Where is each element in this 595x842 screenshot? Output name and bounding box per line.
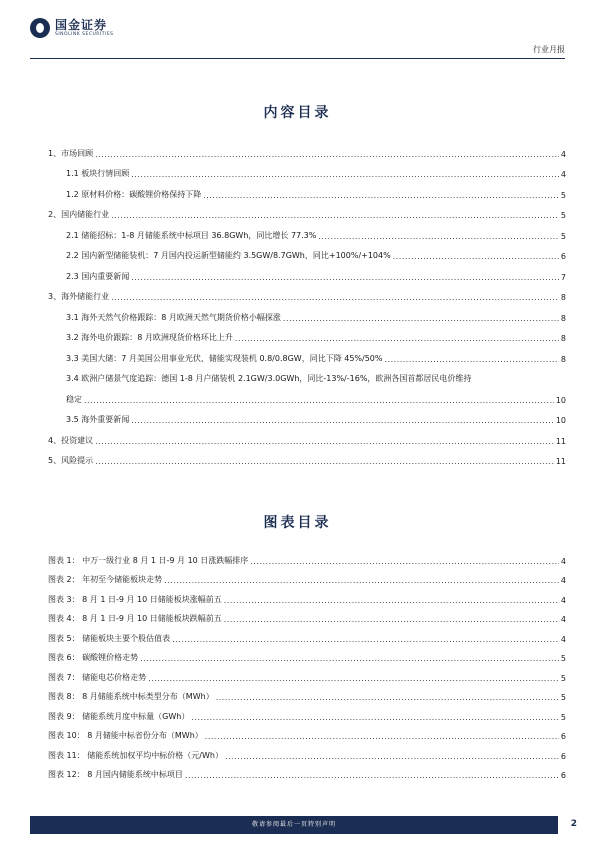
figure-entry-title: 图表 6： 碳酸锂价格走势	[48, 653, 139, 662]
toc-dot-leader	[283, 314, 559, 323]
logo-icon	[30, 18, 50, 38]
figure-entry[interactable]	[48, 761, 568, 781]
toc-entry[interactable]	[48, 241, 568, 262]
toc-entry-title: 4、投资建议	[48, 435, 94, 445]
figures-title: 图表目录	[263, 515, 332, 531]
toc-entry-page: 11	[555, 436, 566, 446]
toc-entry-title: 3.4 欧洲户储景气度追踪：德国 1-8 月户储装机 2.1GW/3.0GWh，同比-13%/-16%，欧洲各国首都居民电价维持	[66, 374, 472, 383]
toc-entry[interactable]	[48, 159, 568, 180]
figure-entry-page: 4	[560, 595, 566, 605]
figure-dot-leader	[224, 596, 559, 605]
toc-entry-title: 稳定	[66, 394, 82, 404]
figure-dot-leader	[216, 693, 559, 702]
figure-dot-leader	[225, 752, 559, 761]
figure-dot-leader	[205, 732, 559, 741]
toc-entry[interactable]	[48, 282, 568, 303]
figures-list	[48, 546, 568, 780]
figure-entry-title: 图表 1： 中万一级行业 8 月 1 日-9 月 10 日涨跌幅排序	[48, 555, 249, 565]
toc-entry-title: 1.1 板块行情回顾	[66, 169, 130, 178]
figure-entry-page: 5	[560, 712, 566, 722]
contents-title: 内容目录	[263, 105, 332, 121]
toc-entry-title: 3、海外储能行业	[48, 292, 110, 301]
toc-dot-leader	[131, 170, 559, 179]
toc-entry[interactable]	[48, 138, 568, 159]
toc-entry-title: 1、市场回顾	[48, 148, 94, 158]
toc-entry-title: 2、国内储能行业	[48, 210, 110, 219]
toc-entry[interactable]	[48, 384, 568, 405]
toc-entry-page: 4	[560, 170, 566, 179]
toc-entry[interactable]	[48, 364, 568, 385]
figure-dot-leader	[185, 771, 559, 780]
figure-entry[interactable]	[48, 644, 568, 664]
figure-entry[interactable]	[48, 741, 568, 761]
toc-entry[interactable]	[48, 220, 568, 241]
figure-entry[interactable]	[48, 702, 568, 722]
toc-dot-leader	[95, 457, 554, 466]
figure-entry-page: 4	[560, 615, 566, 624]
figure-entry-page: 6	[560, 751, 566, 761]
figure-entry-title: 图表 4： 8 月 1 日-9 月 10 日储能板块跌幅前五	[48, 614, 222, 623]
toc-entry-page: 8	[560, 334, 566, 343]
toc-entry[interactable]	[48, 179, 568, 200]
figure-dot-leader	[191, 713, 559, 722]
report-type-label: 行业月报	[533, 45, 565, 54]
figure-entry-page: 4	[560, 556, 566, 566]
figure-entry[interactable]	[48, 722, 568, 742]
figure-entry[interactable]	[48, 624, 568, 644]
toc-dot-leader	[203, 191, 559, 200]
figure-dot-leader	[148, 674, 559, 683]
toc-entry[interactable]	[48, 261, 568, 282]
figure-dot-leader	[224, 615, 559, 624]
toc-entry-page: 8	[560, 293, 566, 302]
toc-dot-leader	[131, 273, 559, 282]
toc-entry-page: 11	[555, 457, 566, 466]
figure-entry[interactable]	[48, 585, 568, 605]
figure-entry-title: 图表 8： 8 月储能系统中标类型分布（MWh）	[48, 692, 214, 701]
toc-entry-page: 5	[560, 190, 566, 200]
toc-dot-leader	[111, 293, 559, 302]
toc-dot-leader	[84, 396, 554, 405]
toc-entry-page: 8	[560, 313, 566, 323]
figure-entry-title: 图表 5： 储能板块主要个股估值表	[48, 633, 171, 643]
company-logo	[30, 18, 114, 38]
toc-entry-title: 5、风险提示	[48, 456, 94, 465]
figure-entry-page: 5	[560, 693, 566, 702]
toc-entry-title: 2.1 储能招标：1-8 月储能系统中标项目 36.8GWh，同比增长 77.3%	[66, 230, 317, 240]
toc-entry-title: 3.2 海外电价跟踪：8 月欧洲现货价格环比上升	[66, 333, 233, 342]
toc-entry-title: 2.3 国内重要新闻	[66, 271, 130, 281]
figure-entry-page: 5	[560, 654, 566, 663]
toc-dot-leader	[111, 211, 559, 220]
figure-entry-title: 图表 12： 8 月国内储能系统中标项目	[48, 770, 183, 779]
figure-dot-leader	[172, 635, 559, 644]
figure-dot-leader	[164, 576, 559, 585]
toc-entry-title: 2.2 国内新型储能装机：7 月国内投运新型储能约 3.5GW/8.7GWh，同比+100%/+104%	[66, 251, 391, 260]
toc-dot-leader	[131, 416, 554, 425]
toc-entry-title: 3.5 海外重要新闻	[66, 415, 130, 424]
disclaimer-bar: 敬请参阅最后一页特别声明	[30, 816, 558, 834]
toc-entry[interactable]	[48, 302, 568, 323]
figure-entry[interactable]	[48, 605, 568, 625]
toc-entry-page: 5	[560, 231, 566, 241]
toc-entry-title: 3.3 美国大储：7 月美国公用事业光伏、储能实现装机 0.8/0.8GW，同比下降 45%/50%	[66, 353, 383, 363]
figure-dot-leader	[250, 557, 559, 566]
toc-entry-page: 8	[560, 354, 566, 364]
contents-list	[48, 138, 568, 466]
toc-entry[interactable]	[48, 200, 568, 221]
figure-entry-page: 4	[560, 576, 566, 585]
toc-dot-leader	[393, 252, 559, 261]
figure-entry-title: 图表 10： 8 月储能中标省份分布（MWh）	[48, 731, 203, 740]
toc-entry[interactable]	[48, 446, 568, 467]
toc-dot-leader	[318, 232, 559, 241]
toc-entry-page: 10	[555, 416, 566, 425]
toc-entry[interactable]	[48, 405, 568, 426]
figure-entry-title: 图表 9： 储能系统月度中标量（GWh）	[48, 711, 190, 721]
toc-dot-leader	[95, 437, 554, 446]
figure-entry[interactable]	[48, 663, 568, 683]
toc-entry-page: 7	[560, 272, 566, 282]
toc-entry-page: 5	[560, 211, 566, 220]
figure-entry[interactable]	[48, 566, 568, 586]
figure-entry-title: 图表 11： 储能系统加权平均中标价格（元/Wh）	[48, 750, 223, 760]
page-number: 2	[570, 819, 577, 829]
header-divider	[30, 58, 565, 59]
figure-entry-title: 图表 3： 8 月 1 日-9 月 10 日储能板块涨幅前五	[48, 594, 222, 604]
toc-dot-leader	[235, 334, 559, 343]
figure-entry[interactable]	[48, 683, 568, 703]
figure-entry-title: 图表 2： 年初至今储能板块走势	[48, 575, 163, 584]
figure-entry-page: 6	[560, 732, 566, 741]
figure-entry-page: 6	[560, 771, 566, 780]
toc-dot-leader	[385, 355, 559, 364]
toc-entry[interactable]	[48, 323, 568, 344]
figure-entry-page: 4	[560, 634, 566, 644]
logo-chinese-name: 国金证券	[55, 17, 108, 32]
toc-entry-title: 1.2 原材料价格：碳酸锂价格保持下降	[66, 189, 202, 199]
toc-entry[interactable]	[48, 343, 568, 364]
page-header	[0, 0, 595, 60]
figure-entry-title: 图表 7： 储能电芯价格走势	[48, 672, 147, 682]
figure-entry[interactable]	[48, 546, 568, 566]
toc-entry-page: 10	[555, 395, 566, 405]
toc-entry-title: 3.1 海外天然气价格跟踪：8 月欧洲天然气期货价格小幅探涨	[66, 312, 281, 322]
toc-dot-leader	[95, 150, 559, 159]
page-footer	[0, 812, 595, 842]
toc-entry[interactable]	[48, 425, 568, 446]
toc-entry-page: 4	[560, 149, 566, 159]
figure-entry-page: 5	[560, 673, 566, 683]
logo-english-name: SINOLINK SECURITIES	[55, 31, 114, 37]
figure-dot-leader	[140, 654, 559, 663]
toc-entry-page: 6	[560, 252, 566, 261]
